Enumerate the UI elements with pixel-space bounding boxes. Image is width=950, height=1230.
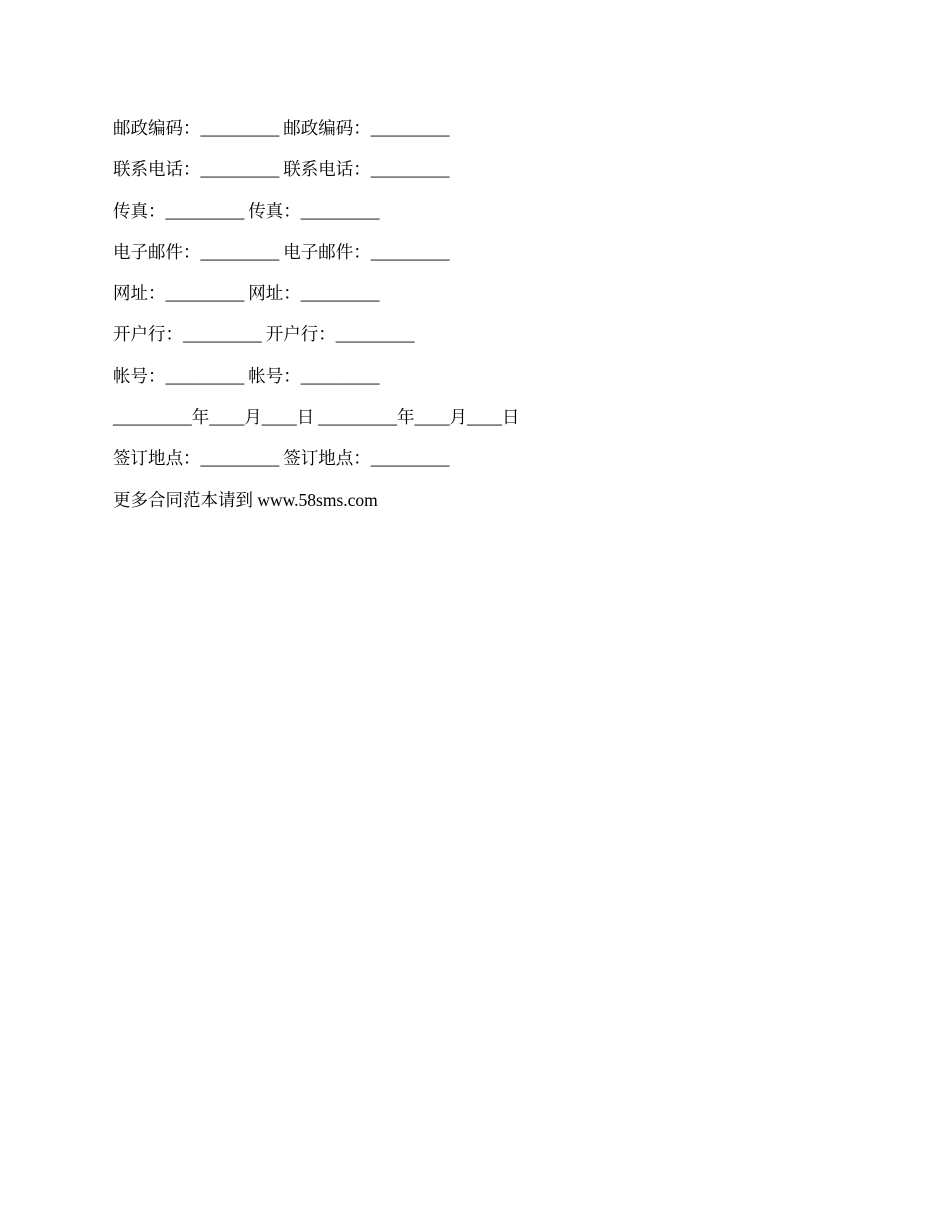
footer-note [113, 480, 873, 521]
party-a-postal-code: 邮政编码：_________ [113, 118, 280, 138]
party-b-account: 帐号：_________ [248, 365, 380, 386]
document-page [113, 108, 873, 521]
party-b-website: 网址：_________ [248, 283, 380, 304]
party-a-date: _________年____月____日 [113, 407, 315, 428]
party-b-email: 电子邮件：_________ [283, 241, 450, 262]
party-a-phone: 联系电话：_________ [113, 159, 280, 180]
website-line [113, 273, 873, 314]
party-b-bank: 开户行：_________ [265, 324, 415, 345]
party-a-website: 网址：_________ [113, 283, 245, 304]
party-a-signing-place: 签订地点：_________ [113, 448, 280, 469]
footer-text: 更多合同范本请到 www.58sms.com [113, 489, 378, 510]
party-b-signing-place: 签订地点：_________ [283, 448, 450, 469]
date-line [113, 397, 873, 438]
party-b-fax: 传真：_________ [248, 200, 380, 221]
signing-place-line [113, 438, 873, 479]
party-a-account: 帐号：_________ [113, 365, 245, 386]
email-line [113, 232, 873, 273]
party-a-email: 电子邮件：_________ [113, 241, 280, 262]
party-a-fax: 传真：_________ [113, 200, 245, 221]
bank-line [113, 314, 873, 355]
party-a-bank: 开户行：_________ [113, 324, 262, 345]
postal-code-line [113, 108, 873, 149]
party-b-phone: 联系电话：_________ [283, 159, 450, 180]
phone-line [113, 149, 873, 190]
party-b-postal-code: 邮政编码：_________ [283, 118, 450, 138]
party-b-date: _________年____月____日 [318, 407, 520, 428]
account-line [113, 356, 873, 397]
fax-line [113, 191, 873, 232]
